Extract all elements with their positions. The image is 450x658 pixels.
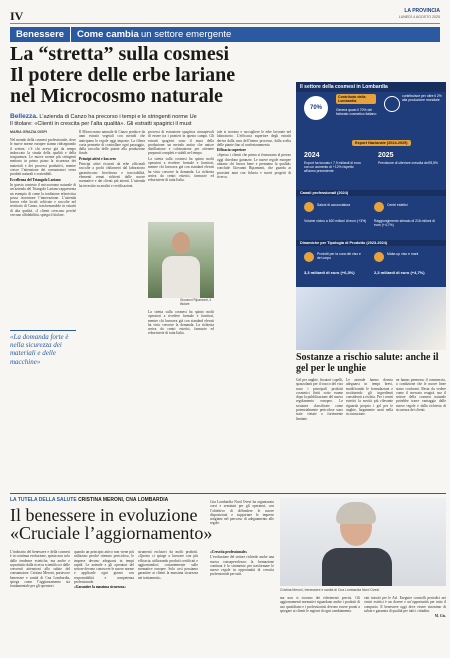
side-article-column-3	[396, 378, 446, 488]
infographic-title: Il settore della cosmesi in Lombardia	[296, 82, 446, 92]
article-paragraph: ne hanno permesso il commercio, a condizione che le nuove linee siano conformi. Resta da vedere come il mercato reagirà, ma il settore della cosmesi naturale potrebbe trarre vantaggio dalle nuove regole e dalla richiesta di sicurezza dei clienti.	[396, 378, 446, 413]
spa-icon	[374, 202, 384, 212]
page-number: IV	[10, 9, 24, 23]
deck-line-2: Il titolare: «Clienti in crescita per l’alta qualità». Gli estratti spagirici il must	[10, 121, 192, 127]
portrait-head	[172, 232, 190, 254]
section-bar	[10, 27, 440, 42]
interview-photo	[280, 498, 446, 586]
export-2025-value: Previsione di ulteriore crescita dell’8,5%	[378, 161, 438, 165]
article-subhead: Eccellenza del Triangolo Lariano	[10, 177, 61, 182]
channel-1-value: Volume vicino a 620 milioni di euro (+3%)	[304, 219, 367, 223]
article-paragraph: tale si trovano e raccogliere le erbe lavorate nel laboratorio. L’efficacia superiore degli estratti deriva dalla cura dell’intero processo, dalla scelta delle piante fino al confezionamento.	[217, 130, 291, 147]
article-paragraph: Principi attivi ricavati da erbe officinali raccolte a pochi chilometri dal laboratorio garantiscono freschezza e tracciabilità, elementi ormai richiesti dalle nuove normative e dai clienti più attenti. L’azienda ha investito su analisi e certificazioni.	[79, 162, 145, 188]
section-rule	[10, 493, 446, 494]
owner-photo	[148, 222, 214, 298]
channels-title: Canali professionali (2024)	[296, 190, 446, 196]
product-2-label: Make-up viso e mani	[387, 252, 419, 256]
interview-column-7	[364, 596, 446, 654]
channel-2-value: Raggiungimento stimato di 216 milioni di euro (+4,7%)	[374, 219, 435, 228]
deck-text: L’azienda di Canzo ha precorso i tempi e le stringenti norme Ue	[37, 114, 197, 120]
portrait-hair	[336, 502, 376, 524]
infographic	[296, 82, 446, 350]
article-paragraph: Le aziende hanno dovuto adeguarsi in tempi brevi, modificando le formulazioni e sostituendo gli ingredienti considerati a rischio. Per i centri estetici la novità più rilevante riguarda proprio i gel per le unghie, largamente usati nella ricostruzione.	[346, 378, 393, 417]
genera-text: Genera quasi il 70% del fatturato cosmetico italiano	[336, 108, 377, 117]
section-title-bold: Come cambia	[77, 29, 139, 40]
stat-bubble	[304, 96, 328, 120]
section-divider	[70, 27, 71, 42]
main-article-column-3-bottom	[148, 310, 214, 368]
side-article-column-1	[296, 378, 343, 488]
interview-column-6	[280, 596, 360, 654]
article-paragraph: Nel mondo della cosmesi professionale, dove le nuove norme europee stanno ridisegnando il settore, c’è chi aveva già da tempo imboccato la strada della qualità e della trasparenza. Le nuove norme più stringenti mettono in primo piano la sicurezza dei materiali e dei processi produttivi, mentre cresce l’attenzione dei consumatori verso prodotti naturali e sostenibili.	[10, 138, 76, 177]
headline-line-2: Il potere delle erbe lariane	[10, 64, 236, 86]
world-icon	[384, 96, 400, 112]
article-paragraph: quando un principio attivo non viene più utilizzato perché ritenuto pericoloso, le imprese devono adeguarsi in tempi rapidi. Le aziende e gli operatori del settore devono conoscere le nuove norme e applicarle ogni giorno con responsabilità e competenza professionale.	[74, 550, 134, 585]
export-2025-year: 2025	[378, 152, 394, 159]
portrait-shirt	[162, 256, 200, 298]
makeup-icon	[374, 252, 384, 262]
page-header	[10, 6, 440, 24]
article-paragraph: processi di estrazione spagirica consapevoli di essere tra i pionieri in questo campo. Gli estratti spagirici sono il must della produzione: un metodo antico che unisce distillazione e calcinazione per ottenere preparati completi e stabili nel tempo.	[148, 130, 214, 156]
interview-kicker	[10, 497, 168, 503]
interview-title-2: «Cruciale l’aggiornamento»	[10, 523, 213, 543]
salon-icon	[304, 202, 314, 212]
interview-column-1	[10, 550, 70, 654]
newspaper-name: LA PROVINCIA	[404, 8, 440, 14]
side-article-column-2	[346, 378, 393, 488]
interview-column-4	[210, 500, 274, 548]
headline-line-3: nel Microcosmo naturale	[10, 85, 223, 107]
contributes-text: contribuisce per oltre il 2% alla produzione mondiale	[402, 94, 442, 103]
side-article-title: Sostanze a rischio salute: anche il gel per le unghie	[296, 352, 439, 374]
skincare-icon	[304, 252, 314, 262]
product-1-label: Prodotti per la cura del viso e del corpo	[317, 252, 361, 261]
article-paragraph: La stretta sulla cosmesi ha spinto molti operatori a rivedere formule e fornitori, mentre chi lavorava già con standard elevati ha visto crescere la domanda. La richiesta arriva da centri estetici, farmacie ed erboristerie di tutta Italia.	[148, 310, 214, 336]
interview-photo-caption: Cristina Meroni, benessere e sanità di Cna Lombardia Nord Ovest	[280, 588, 380, 592]
headline-line-1: La “stretta” sulla cosmesi	[10, 43, 230, 65]
deck-label: Bellezza.	[10, 113, 38, 120]
article-paragraph: Cna Lombardia Nord Ovest ha organizzato corsi e seminari per gli operatori, con l’obiettivo di diffondere le nuove disposizioni e supportare le imprese artigiane nel percorso di adeguamento alle regole.	[210, 500, 274, 526]
export-title: Export Nazionale (2024-2025)	[352, 140, 411, 146]
dinamiche-title: Dinamiche per Tipologia di Prodotto (2023-2024)	[296, 240, 446, 246]
stat-percent: 70%	[309, 105, 322, 111]
interview-column-5	[210, 550, 274, 654]
article-subhead: Efficacia superiore	[217, 148, 246, 153]
article-subhead: «Garantire la massima sicurezza»	[74, 585, 126, 590]
article-paragraph: «Spesso i clienti che prima si fermavano al prezzo oggi chiedono garanzie. Le nuove regole europee aiutano chi lavora bene e premiano la qualità» conclude Giovanni Ripamonti, che guarda ai prossimi anni con fiducia e nuovi progetti di ricerca.	[217, 153, 291, 179]
owner-photo-caption: Giovanni Ripamonti, il titolare	[180, 298, 212, 306]
interview-title-1: Il benessere in evoluzione	[10, 505, 198, 525]
pull-quote: «La domanda forte è nella sicurezza dei materiali e delle macchine»	[10, 330, 76, 366]
main-article-column-1	[10, 138, 76, 293]
main-article-column-4	[217, 130, 291, 368]
channel-1-label: Saloni di acconciatura	[317, 203, 351, 207]
article-subhead: «Crescita professionale»	[210, 550, 248, 554]
interview-column-3	[138, 550, 198, 654]
portrait-body	[322, 548, 392, 586]
product-2-value: 2,3 miliardi di euro (+4,7%)	[374, 270, 425, 275]
kicker-tag: LA TUTELA DELLA SALUTE	[10, 497, 77, 503]
product-1-value: 3,3 miliardi di euro (+6,3%)	[304, 270, 355, 275]
article-paragraph: vati introiti per le Asl. Eseguire controlli periodici nei centri estetici è un dovere e un’opportunità per tutto il comparto. Il benessere oggi deve essere sinonimo di salute e garanzia di qualità per tutti i cittadini.	[364, 596, 446, 613]
section-title-rest: un settore emergente	[141, 29, 232, 40]
channel-2-label: Centri estetici	[387, 203, 408, 207]
article-deck	[10, 113, 295, 128]
article-subhead: Principi attivi e km zero	[79, 156, 117, 161]
article-paragraph: La stretta sulla cosmesi ha spinto molti operatori a rivedere formule e fornitori, mentre chi lavorava già con standard elevati ha visto crescere la domanda. La richiesta arriva da centri estetici, farmacie ed erboristerie di tutta Italia.	[148, 156, 214, 183]
article-paragraph: strumenti esclusivi da molti prodotti. «Questo ci spinge a lavorare con più efficacia, utilizzando prodotti certificati e aggiornandoci costantemente sulle normative europee. Solo così possiamo garantire ai clienti la massima sicurezza nei trattamenti».	[138, 550, 198, 580]
infographic-image	[296, 287, 446, 350]
main-headline	[10, 44, 290, 107]
article-paragraph: ma non si trovano dei riferimenti precisi. Gli aggiornamenti normativi riguardano anche i prodotti di uso quotidiano e i professionisti devono essere pronti a spiegare ai clienti le ragioni di ogni cambiamento.	[280, 596, 360, 613]
issue-date: LUNEDÌ 4 AGOSTO 2025	[398, 15, 440, 19]
lombardy-share: Contributo della Lombardia	[336, 94, 376, 104]
export-2024-value: Export ha toccato i 7,9 miliardi di euro con un aumento di +12% rispetto all’anno precedente	[304, 161, 361, 174]
main-article-column-3	[148, 130, 214, 220]
interview-column-2	[74, 550, 134, 654]
main-article-column-2	[79, 130, 145, 368]
article-paragraph: Il Microcosmo naturale di Canzo produce da anni estratti vegetali con metodi che anticipano le regole oggi imposte. La filiera corta permette di controllare ogni passaggio, dalla raccolta delle piante alla produzione finale.	[79, 130, 145, 156]
kicker-name: CRISTINA MERONI, CNA LOMBARDIA	[78, 497, 169, 503]
article-paragraph: In questo contesto il microcosmo naturale di un’azienda del Triangolo Lariano rappresenta un esempio di come la tradizione erboristica possa incontrare l’innovazione. L’azienda lavora erbe locali coltivate e raccolte nel territorio di Canzo, trasformandole in estratti di alta qualità. «I clienti crescono perché cercano affidabilità» spiega il titolare.	[10, 182, 76, 218]
article-paragraph: L’industria del benessere e della cosmesi è in continua evoluzione, spinta non solo dalle tendenze estetiche, ma anche e soprattutto dalla ricerca scientifica e dalle crescenti attenzioni alla salute del consumatore. Cristina Meroni, portavoce benessere e sanità di Cna Lombardia, spiega come l’aggiornamento sia fondamentale per gli operatori.	[10, 550, 70, 589]
article-paragraph: Gel per unghie, fissatori capelli, spazzolanti per il trucco del viso sono i principali prodotti cosmetici finiti sotto esame dopo la pubblicazione del nuovo regolamento europeo. Le sostanze classificate come potenzialmente pericolose sono state vietate o fortemente limitate.	[296, 378, 343, 421]
byline: MARIA GRAZIA GISPI	[10, 130, 47, 134]
section-label: Benessere	[16, 29, 65, 40]
signature: M. Gis.	[434, 614, 446, 619]
article-paragraph: L’evoluzione del settore richiede anche una nuova consapevolezza: la formazione continua è lo strumento per trasformare le nuove regole in opportunità di crescita professionale per tutti.	[210, 555, 274, 577]
export-2024-year: 2024	[304, 152, 320, 159]
